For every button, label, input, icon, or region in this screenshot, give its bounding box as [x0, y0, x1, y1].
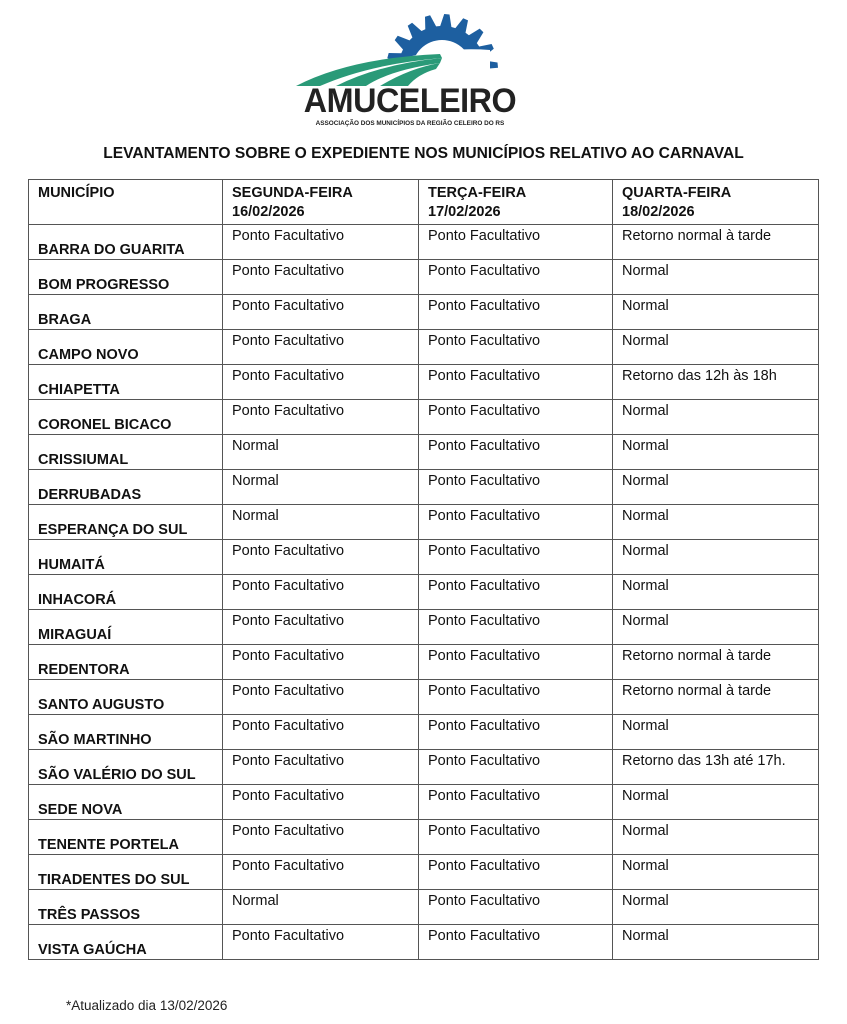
schedule-cell: Ponto Facultativo — [419, 225, 613, 260]
municipality-cell: TENENTE PORTELA — [29, 820, 223, 855]
column-header-date: 18/02/2026 — [622, 204, 695, 220]
table-row — [29, 820, 819, 855]
municipality-cell: REDENTORA — [29, 645, 223, 680]
schedule-cell: Ponto Facultativo — [419, 715, 613, 750]
schedule-cell: Retorno das 13h até 17h. — [613, 750, 819, 785]
column-header-day: TERÇA-FEIRA — [428, 185, 527, 201]
schedule-cell: Retorno das 12h às 18h — [613, 365, 819, 400]
table-row — [29, 295, 819, 330]
schedule-cell: Normal — [613, 785, 819, 820]
schedule-cell: Ponto Facultativo — [223, 540, 419, 575]
schedule-cell: Ponto Facultativo — [419, 365, 613, 400]
schedule-cell: Retorno normal à tarde — [613, 680, 819, 715]
logo-subtitle: ASSOCIAÇÃO DOS MUNICÍPIOS DA REGIÃO CELEIRO DO RS — [315, 120, 505, 127]
schedule-cell: Ponto Facultativo — [419, 575, 613, 610]
table-row — [29, 855, 819, 890]
table-row — [29, 610, 819, 645]
table-row — [29, 365, 819, 400]
municipality-cell: DERRUBADAS — [29, 470, 223, 505]
table-row — [29, 260, 819, 295]
schedule-cell: Ponto Facultativo — [419, 785, 613, 820]
municipality-cell: SÃO MARTINHO — [29, 715, 223, 750]
column-header-date: 17/02/2026 — [428, 204, 501, 220]
table-row — [29, 330, 819, 365]
municipality-cell: TIRADENTES DO SUL — [29, 855, 223, 890]
municipality-cell: INHACORÁ — [29, 575, 223, 610]
municipality-cell: BRAGA — [29, 295, 223, 330]
schedule-cell: Ponto Facultativo — [419, 540, 613, 575]
schedule-cell: Ponto Facultativo — [223, 575, 419, 610]
column-header-day: SEGUNDA-FEIRA — [232, 185, 353, 201]
table-row — [29, 435, 819, 470]
schedule-cell: Ponto Facultativo — [419, 610, 613, 645]
schedule-cell: Normal — [613, 925, 819, 960]
schedule-cell: Ponto Facultativo — [223, 645, 419, 680]
column-header — [29, 180, 223, 225]
schedule-cell: Normal — [613, 330, 819, 365]
schedule-cell: Normal — [223, 470, 419, 505]
column-header-day: QUARTA-FEIRA — [622, 185, 732, 201]
table-row — [29, 505, 819, 540]
schedule-cell: Ponto Facultativo — [223, 225, 419, 260]
schedule-cell: Normal — [613, 540, 819, 575]
schedule-cell: Normal — [223, 890, 419, 925]
schedule-cell: Normal — [613, 575, 819, 610]
table-row — [29, 645, 819, 680]
gear-road-logo-icon — [290, 6, 530, 88]
schedule-cell: Ponto Facultativo — [419, 820, 613, 855]
table-row — [29, 680, 819, 715]
schedule-cell: Normal — [613, 820, 819, 855]
municipality-cell: SANTO AUGUSTO — [29, 680, 223, 715]
table-row — [29, 470, 819, 505]
municipality-cell: TRÊS PASSOS — [29, 890, 223, 925]
column-header-date: 16/02/2026 — [232, 204, 305, 220]
schedule-cell: Ponto Facultativo — [419, 295, 613, 330]
schedule-cell: Ponto Facultativo — [419, 855, 613, 890]
schedule-cell: Normal — [613, 505, 819, 540]
schedule-cell: Ponto Facultativo — [223, 365, 419, 400]
schedule-cell: Normal — [223, 435, 419, 470]
municipality-cell: CORONEL BICACO — [29, 400, 223, 435]
schedule-cell: Ponto Facultativo — [223, 785, 419, 820]
schedule-cell: Normal — [613, 890, 819, 925]
municipality-cell: SEDE NOVA — [29, 785, 223, 820]
column-header-day: MUNICÍPIO — [38, 185, 115, 201]
schedule-cell: Ponto Facultativo — [419, 925, 613, 960]
schedule-cell: Ponto Facultativo — [223, 330, 419, 365]
table-row — [29, 925, 819, 960]
schedule-cell: Retorno normal à tarde — [613, 645, 819, 680]
column-header — [419, 180, 613, 225]
schedule-cell: Ponto Facultativo — [223, 610, 419, 645]
municipality-cell: BOM PROGRESSO — [29, 260, 223, 295]
municipality-cell: MIRAGUAÍ — [29, 610, 223, 645]
schedule-cell: Ponto Facultativo — [419, 890, 613, 925]
table-row — [29, 890, 819, 925]
column-header — [223, 180, 419, 225]
table-row — [29, 400, 819, 435]
municipality-cell: CRISSIUMAL — [29, 435, 223, 470]
schedule-cell: Ponto Facultativo — [223, 260, 419, 295]
schedule-cell: Normal — [613, 470, 819, 505]
table-row — [29, 715, 819, 750]
schedule-cell: Ponto Facultativo — [223, 855, 419, 890]
schedule-cell: Ponto Facultativo — [419, 330, 613, 365]
municipality-cell: HUMAITÁ — [29, 540, 223, 575]
schedule-cell: Ponto Facultativo — [223, 820, 419, 855]
schedule-cell: Normal — [613, 715, 819, 750]
table-row — [29, 225, 819, 260]
schedule-cell: Retorno normal à tarde — [613, 225, 819, 260]
schedule-cell: Normal — [613, 260, 819, 295]
schedule-cell: Ponto Facultativo — [223, 750, 419, 785]
schedule-cell: Ponto Facultativo — [419, 750, 613, 785]
carnival-schedule-table — [28, 179, 819, 960]
schedule-cell: Normal — [613, 400, 819, 435]
table-row — [29, 785, 819, 820]
municipality-cell: SÃO VALÉRIO DO SUL — [29, 750, 223, 785]
schedule-cell: Normal — [613, 610, 819, 645]
schedule-cell: Normal — [613, 295, 819, 330]
municipality-cell: ESPERANÇA DO SUL — [29, 505, 223, 540]
schedule-cell: Normal — [613, 855, 819, 890]
schedule-cell: Ponto Facultativo — [419, 260, 613, 295]
table-row — [29, 575, 819, 610]
amuceleiro-logo — [290, 6, 530, 126]
schedule-cell: Normal — [223, 505, 419, 540]
municipality-cell: CAMPO NOVO — [29, 330, 223, 365]
column-header — [613, 180, 819, 225]
document-title: LEVANTAMENTO SOBRE O EXPEDIENTE NOS MUNICÍPIOS RELATIVO AO CARNAVAL — [103, 145, 744, 162]
schedule-cell: Ponto Facultativo — [419, 400, 613, 435]
municipality-cell: CHIAPETTA — [29, 365, 223, 400]
table-row — [29, 750, 819, 785]
table-header-row — [29, 180, 819, 225]
municipality-cell: BARRA DO GUARITA — [29, 225, 223, 260]
schedule-cell: Ponto Facultativo — [419, 435, 613, 470]
schedule-cell: Ponto Facultativo — [223, 295, 419, 330]
schedule-cell: Ponto Facultativo — [223, 680, 419, 715]
update-footnote: *Atualizado dia 13/02/2026 — [66, 998, 228, 1013]
schedule-cell: Ponto Facultativo — [223, 400, 419, 435]
schedule-cell: Ponto Facultativo — [419, 680, 613, 715]
schedule-cell: Ponto Facultativo — [419, 505, 613, 540]
schedule-cell: Ponto Facultativo — [223, 715, 419, 750]
municipality-cell: VISTA GAÚCHA — [29, 925, 223, 960]
schedule-cell: Ponto Facultativo — [419, 470, 613, 505]
schedule-cell: Ponto Facultativo — [223, 925, 419, 960]
logo-wordmark: AMUCELEIRO — [303, 82, 517, 120]
table-row — [29, 540, 819, 575]
schedule-cell: Normal — [613, 435, 819, 470]
schedule-cell: Ponto Facultativo — [419, 645, 613, 680]
